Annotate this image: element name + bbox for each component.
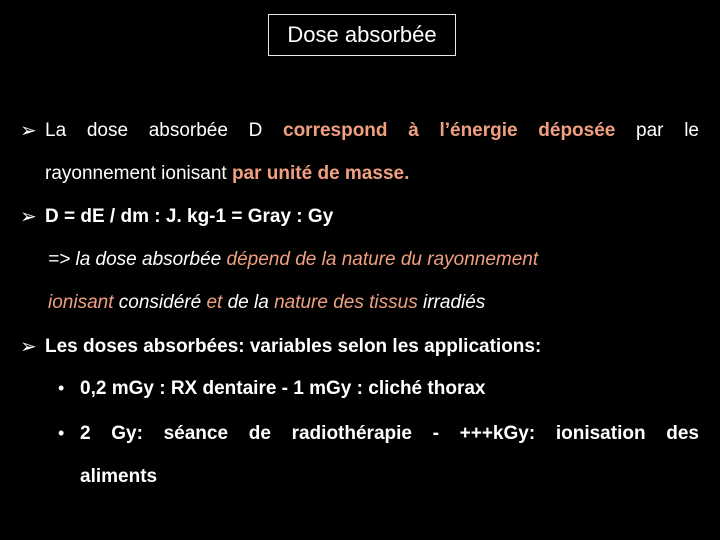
highlight-text: et	[206, 292, 223, 313]
word: le	[684, 120, 699, 141]
word: -	[432, 423, 439, 444]
arrow-bullet-icon: ➢	[20, 120, 37, 142]
highlight-word: déposée	[538, 120, 616, 141]
paragraph-2: D = dE / dm : J. kg-1 = Gray : Gy	[45, 206, 334, 227]
word: La	[45, 120, 67, 141]
highlight-text: dépend de la nature du rayonnement	[226, 249, 539, 270]
bullet-2-line-2: aliments	[80, 466, 158, 487]
dot-bullet-icon: •	[58, 423, 65, 443]
word: dose	[86, 120, 129, 141]
slide-title	[268, 14, 456, 56]
highlight-word: l’énergie	[439, 120, 518, 141]
paragraph-1-line-2	[45, 163, 409, 185]
highlight-text: nature des tissus	[274, 292, 418, 313]
highlight-text: ionisant	[48, 292, 114, 313]
word: de	[248, 423, 271, 444]
arrow-bullet-icon: ➢	[20, 336, 37, 358]
word: 2	[80, 423, 91, 444]
dot-bullet-icon: •	[58, 378, 65, 398]
text: => la dose absorbée	[48, 249, 227, 270]
text: irradiés	[417, 292, 486, 313]
word: D	[248, 120, 263, 141]
word: absorbée	[148, 120, 228, 141]
text: de la	[222, 292, 275, 313]
word: radiothérapie	[291, 423, 412, 444]
word: Gy:	[111, 423, 143, 444]
word: des	[666, 423, 699, 444]
bullet-1: 0,2 mGy : RX dentaire - 1 mGy : cliché thorax	[80, 378, 486, 399]
bullet-2-line-1	[80, 423, 699, 445]
word: par	[636, 120, 664, 141]
word: ionisation	[555, 423, 646, 444]
paragraph-3-line-2	[48, 292, 485, 314]
paragraph-3-line-1	[48, 249, 538, 271]
text: considéré	[113, 292, 207, 313]
arrow-bullet-icon: ➢	[20, 206, 37, 228]
word: +++kGy:	[459, 423, 536, 444]
paragraph-1-line-1	[45, 120, 699, 142]
text: rayonnement ionisant	[45, 163, 232, 184]
slide-title-text: Dose absorbée	[287, 22, 437, 47]
highlight-word: correspond	[283, 120, 388, 141]
paragraph-4: Les doses absorbées: variables selon les applications:	[45, 336, 542, 357]
word: séance	[163, 423, 229, 444]
highlight-word: à	[408, 120, 419, 141]
highlight-text: par unité de masse.	[231, 163, 410, 184]
